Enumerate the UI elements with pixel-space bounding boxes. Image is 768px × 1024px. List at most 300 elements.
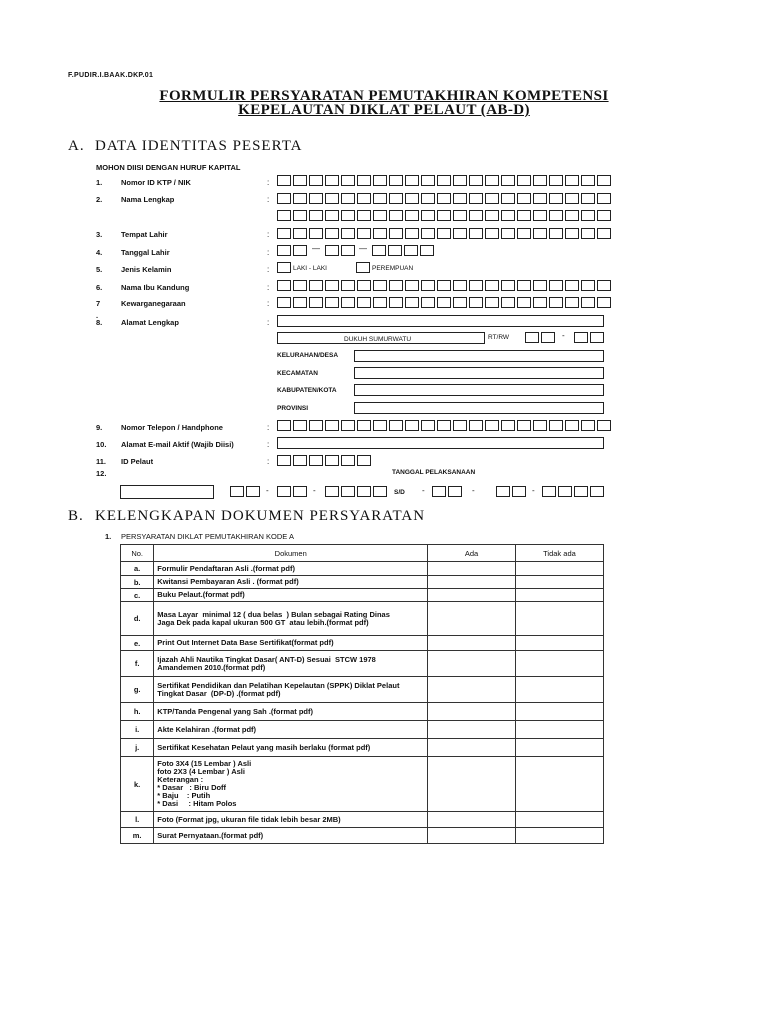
char-box[interactable]: [437, 210, 451, 221]
char-box[interactable]: [517, 420, 531, 431]
char-box[interactable]: [357, 486, 371, 497]
row-document: [154, 602, 428, 636]
char-box[interactable]: [501, 297, 515, 308]
row-number: c.: [121, 589, 154, 602]
char-box[interactable]: [309, 280, 323, 291]
char-box[interactable]: [581, 193, 595, 204]
char-box[interactable]: [437, 193, 451, 204]
tidak-ada-cell[interactable]: [515, 576, 603, 589]
char-box[interactable]: [341, 420, 355, 431]
tidak-ada-cell[interactable]: [515, 677, 603, 703]
char-box[interactable]: [501, 210, 515, 221]
char-box[interactable]: [230, 486, 244, 497]
document-line: Ijazah Ahli Nautika Tingkat Dasar( ANT-D) Sesuai STCW 1978: [157, 654, 376, 664]
char-box[interactable]: [565, 280, 579, 291]
rw-boxes[interactable]: [574, 332, 606, 343]
char-box[interactable]: [293, 228, 307, 239]
provinsi-field[interactable]: [354, 402, 604, 414]
char-box[interactable]: [293, 175, 307, 186]
document-line: Foto 3X4 (15 Lembar ) Asli: [157, 759, 252, 768]
char-box[interactable]: [437, 175, 451, 186]
char-box[interactable]: [541, 332, 555, 343]
char-box[interactable]: [453, 193, 467, 204]
section-a-heading: [68, 138, 303, 155]
end-year-boxes[interactable]: [542, 486, 606, 497]
table-row: [121, 651, 604, 677]
tidak-ada-cell[interactable]: [515, 812, 603, 828]
char-box[interactable]: [325, 210, 339, 221]
document-line: Sertifikat Pendidikan dan Pelatihan Kepelautan (SPPK) Diklat Pelaut: [157, 680, 400, 690]
char-box[interactable]: [405, 175, 419, 186]
char-box[interactable]: [325, 280, 339, 291]
char-box[interactable]: [357, 193, 371, 204]
tidak-ada-cell[interactable]: [515, 828, 603, 844]
char-box[interactable]: [501, 420, 515, 431]
tidak-ada-cell[interactable]: [515, 636, 603, 651]
document-line: * Dasi : Hitam Polos: [157, 799, 237, 808]
char-box[interactable]: [597, 420, 611, 431]
row-document: [154, 812, 428, 828]
char-box[interactable]: [565, 297, 579, 308]
char-box[interactable]: [469, 228, 483, 239]
field-label: Jenis Kelamin: [121, 265, 172, 274]
ada-cell[interactable]: [428, 757, 516, 812]
char-box[interactable]: [309, 455, 323, 466]
field-colon: :: [267, 265, 270, 274]
char-box[interactable]: [565, 193, 579, 204]
tanggal-lahir-day[interactable]: [277, 245, 309, 256]
char-box[interactable]: [485, 193, 499, 204]
char-box[interactable]: [277, 193, 291, 204]
char-box[interactable]: [453, 175, 467, 186]
char-box[interactable]: [373, 297, 387, 308]
tidak-ada-cell[interactable]: [515, 562, 603, 576]
start-year-boxes[interactable]: [325, 486, 389, 497]
char-box[interactable]: [277, 486, 291, 497]
char-box[interactable]: [565, 175, 579, 186]
char-box[interactable]: [597, 228, 611, 239]
date-dash: —: [312, 244, 320, 253]
char-box[interactable]: [501, 280, 515, 291]
char-box[interactable]: [405, 210, 419, 221]
char-box[interactable]: [277, 420, 291, 431]
char-box[interactable]: [525, 332, 539, 343]
tidak-ada-cell[interactable]: [515, 739, 603, 757]
alamat-line1[interactable]: [277, 315, 604, 327]
header-ada: Ada: [428, 545, 516, 562]
char-box[interactable]: [533, 175, 547, 186]
char-box[interactable]: [581, 175, 595, 186]
char-box[interactable]: [533, 193, 547, 204]
char-box[interactable]: [581, 297, 595, 308]
tidak-ada-cell[interactable]: [515, 589, 603, 602]
table-row: [121, 602, 604, 636]
row-document: [154, 636, 428, 651]
char-box[interactable]: [357, 280, 371, 291]
end-day-boxes[interactable]: [432, 486, 464, 497]
char-box[interactable]: [389, 193, 403, 204]
char-box[interactable]: [549, 210, 563, 221]
char-box[interactable]: [501, 193, 515, 204]
char-box[interactable]: [309, 193, 323, 204]
char-box[interactable]: [421, 193, 435, 204]
provinsi-label: PROVINSI: [277, 405, 309, 412]
char-box[interactable]: [357, 420, 371, 431]
nama-boxes-row2[interactable]: [277, 210, 613, 221]
char-box[interactable]: [597, 193, 611, 204]
char-box[interactable]: [597, 297, 611, 308]
char-box[interactable]: [437, 280, 451, 291]
char-box[interactable]: [597, 175, 611, 186]
char-box[interactable]: [517, 210, 531, 221]
char-box[interactable]: [341, 175, 355, 186]
form-title-line2: [0, 102, 768, 119]
char-box[interactable]: [469, 210, 483, 221]
char-box[interactable]: [373, 486, 387, 497]
char-box[interactable]: [309, 420, 323, 431]
ada-cell[interactable]: [428, 589, 516, 602]
char-box[interactable]: [405, 297, 419, 308]
ada-cell[interactable]: [428, 812, 516, 828]
document-line: * Dasar : Biru Doff: [157, 783, 227, 792]
char-box[interactable]: [469, 280, 483, 291]
section-b-title: KELENGKAPAN DOKUMEN PERSYARATAN: [95, 508, 426, 524]
field-colon: :: [267, 230, 270, 239]
rtrw-dash: -: [562, 331, 565, 340]
row-document: [154, 589, 428, 602]
row-number: a.: [121, 562, 154, 576]
nik-boxes[interactable]: [277, 175, 613, 186]
char-box[interactable]: [542, 486, 556, 497]
form-title-line1-text: FORMULIR PERSYARATAN PEMUTAKHIRAN KOMPETENSI: [159, 88, 609, 104]
row-number: b.: [121, 576, 154, 589]
female-checkbox[interactable]: [356, 262, 370, 273]
char-box[interactable]: [341, 193, 355, 204]
table-row: [121, 721, 604, 739]
char-box[interactable]: [293, 245, 307, 256]
char-box[interactable]: [549, 280, 563, 291]
ada-cell[interactable]: [428, 677, 516, 703]
char-box[interactable]: [341, 228, 355, 239]
char-box[interactable]: [277, 455, 291, 466]
ada-cell[interactable]: [428, 562, 516, 576]
row-number: g.: [121, 677, 154, 703]
char-box[interactable]: [341, 455, 355, 466]
char-box[interactable]: [357, 455, 371, 466]
char-box[interactable]: [389, 228, 403, 239]
char-box[interactable]: [357, 210, 371, 221]
char-box[interactable]: [590, 332, 604, 343]
char-box[interactable]: [341, 297, 355, 308]
section-b-heading: [68, 508, 425, 525]
char-box[interactable]: [277, 297, 291, 308]
alamat-street-field[interactable]: [277, 332, 485, 344]
char-box[interactable]: [357, 297, 371, 308]
char-box[interactable]: [485, 228, 499, 239]
char-box[interactable]: [453, 228, 467, 239]
char-box[interactable]: [533, 297, 547, 308]
ada-cell[interactable]: [428, 703, 516, 721]
char-box[interactable]: [453, 420, 467, 431]
char-box[interactable]: [341, 486, 355, 497]
table-row: [121, 828, 604, 844]
char-box[interactable]: [341, 280, 355, 291]
char-box[interactable]: [549, 228, 563, 239]
char-box[interactable]: [389, 280, 403, 291]
char-box[interactable]: [293, 193, 307, 204]
table-row: [121, 562, 604, 576]
field-colon: :: [267, 423, 270, 432]
char-box[interactable]: [581, 420, 595, 431]
ada-cell[interactable]: [428, 651, 516, 677]
row-number: k.: [121, 757, 154, 812]
char-box[interactable]: [496, 486, 510, 497]
field-colon: :: [267, 195, 270, 204]
char-box[interactable]: [405, 193, 419, 204]
char-box[interactable]: [325, 455, 339, 466]
char-box[interactable]: [453, 280, 467, 291]
char-box[interactable]: [453, 210, 467, 221]
char-box[interactable]: [325, 297, 339, 308]
char-box[interactable]: [389, 297, 403, 308]
char-box[interactable]: [549, 297, 563, 308]
char-box[interactable]: [309, 210, 323, 221]
kecamatan-field[interactable]: [354, 367, 604, 379]
tanggal-lahir-month[interactable]: [325, 245, 357, 256]
subsection-title: PERSYARATAN DIKLAT PEMUTAKHIRAN KODE A: [121, 532, 294, 541]
tanggal-lahir-year[interactable]: [372, 245, 436, 256]
kabupaten-label: KABUPATEN/KOTA: [277, 387, 337, 394]
char-box[interactable]: [581, 280, 595, 291]
char-box[interactable]: [405, 228, 419, 239]
field-colon: :: [267, 318, 270, 327]
start-dash-1: -: [266, 486, 269, 495]
char-box[interactable]: [277, 280, 291, 291]
char-box[interactable]: [485, 175, 499, 186]
ada-cell[interactable]: [428, 636, 516, 651]
char-box[interactable]: [341, 245, 355, 256]
tidak-ada-cell[interactable]: [515, 757, 603, 812]
char-box[interactable]: [405, 280, 419, 291]
document-line: Buku Pelaut.(format pdf): [157, 590, 245, 599]
char-box[interactable]: [469, 175, 483, 186]
char-box[interactable]: [373, 420, 387, 431]
char-box[interactable]: [357, 228, 371, 239]
char-box[interactable]: [574, 486, 588, 497]
char-box[interactable]: [469, 297, 483, 308]
table-row: [121, 757, 604, 812]
char-box[interactable]: [373, 228, 387, 239]
char-box[interactable]: [373, 210, 387, 221]
end-dash-0: -: [422, 486, 425, 495]
subsection-num: 1.: [105, 532, 112, 541]
kewarganegaraan-boxes[interactable]: [277, 297, 613, 308]
ada-cell[interactable]: [428, 828, 516, 844]
char-box[interactable]: [517, 228, 531, 239]
char-box[interactable]: [325, 420, 339, 431]
char-box[interactable]: [293, 420, 307, 431]
char-box[interactable]: [517, 193, 531, 204]
char-box[interactable]: [533, 280, 547, 291]
char-box[interactable]: [485, 420, 499, 431]
row-number: m.: [121, 828, 154, 844]
row-document: [154, 721, 428, 739]
date-dash: —: [359, 244, 367, 253]
kabupaten-field[interactable]: [354, 384, 604, 396]
char-box[interactable]: [501, 228, 515, 239]
table-row: [121, 636, 604, 651]
char-box[interactable]: [389, 210, 403, 221]
field-label: Nama Lengkap: [121, 195, 175, 204]
char-box[interactable]: [277, 245, 291, 256]
table-row: [121, 589, 604, 602]
char-box[interactable]: [453, 297, 467, 308]
male-checkbox[interactable]: [277, 262, 291, 273]
field-number: 11.: [96, 457, 107, 466]
row-document: [154, 703, 428, 721]
table-row: [121, 812, 604, 828]
char-box[interactable]: [432, 486, 446, 497]
char-box[interactable]: [501, 175, 515, 186]
char-box[interactable]: [373, 175, 387, 186]
char-box[interactable]: [421, 228, 435, 239]
char-box[interactable]: [405, 420, 419, 431]
char-box[interactable]: [485, 297, 499, 308]
char-box[interactable]: [309, 228, 323, 239]
field-number: 3.: [96, 230, 103, 239]
char-box[interactable]: [420, 245, 434, 256]
char-box[interactable]: [421, 280, 435, 291]
char-box[interactable]: [469, 193, 483, 204]
document-line: Print Out Internet Data Base Sertifikat(format pdf): [157, 638, 334, 647]
end-month-boxes[interactable]: [496, 486, 528, 497]
char-box[interactable]: [421, 420, 435, 431]
document-line: KTP/Tanda Pengenal yang Sah .(format pdf): [157, 706, 314, 716]
tempat-lahir-boxes[interactable]: [277, 228, 613, 239]
char-box[interactable]: [549, 193, 563, 204]
row-number: f.: [121, 651, 154, 677]
ada-cell[interactable]: [428, 602, 516, 636]
char-box[interactable]: [325, 228, 339, 239]
char-box[interactable]: [558, 486, 572, 497]
nama-ibu-boxes[interactable]: [277, 280, 613, 291]
char-box[interactable]: [517, 297, 531, 308]
tidak-ada-cell[interactable]: [515, 703, 603, 721]
field-number: 12.: [96, 469, 107, 478]
char-box[interactable]: [277, 175, 291, 186]
char-box[interactable]: [388, 245, 402, 256]
document-line: Amandemen 2010.(format pdf): [157, 662, 266, 672]
char-box[interactable]: [293, 297, 307, 308]
id-pelaut-boxes[interactable]: [277, 455, 373, 466]
char-box[interactable]: [533, 420, 547, 431]
ada-cell[interactable]: [428, 721, 516, 739]
char-box[interactable]: [389, 420, 403, 431]
char-box[interactable]: [421, 210, 435, 221]
tidak-ada-cell[interactable]: [515, 651, 603, 677]
char-box[interactable]: [293, 210, 307, 221]
char-box[interactable]: [325, 245, 339, 256]
char-box[interactable]: [293, 455, 307, 466]
char-box[interactable]: [437, 297, 451, 308]
char-box[interactable]: [372, 245, 386, 256]
char-box[interactable]: [533, 210, 547, 221]
char-box[interactable]: [293, 486, 307, 497]
char-box[interactable]: [309, 297, 323, 308]
char-box[interactable]: [325, 193, 339, 204]
char-box[interactable]: [590, 486, 604, 497]
char-box[interactable]: [277, 228, 291, 239]
char-box[interactable]: [325, 486, 339, 497]
char-box[interactable]: [357, 175, 371, 186]
field-colon: :: [267, 283, 270, 292]
char-box[interactable]: [246, 486, 260, 497]
nama-boxes-row1[interactable]: [277, 193, 613, 204]
char-box[interactable]: [309, 175, 323, 186]
table-row: [121, 677, 604, 703]
char-box[interactable]: [341, 210, 355, 221]
char-box[interactable]: [421, 297, 435, 308]
char-box[interactable]: [325, 175, 339, 186]
kelurahan-field[interactable]: [354, 350, 604, 362]
char-box[interactable]: [448, 486, 462, 497]
document-line: Surat Pernyataan.(format pdf): [157, 830, 264, 840]
char-box[interactable]: [485, 210, 499, 221]
char-box[interactable]: [389, 175, 403, 186]
char-box[interactable]: [437, 420, 451, 431]
field-number: 2.: [96, 195, 103, 204]
female-label: PEREMPUAN: [372, 265, 414, 272]
ada-cell[interactable]: [428, 576, 516, 589]
start-day-boxes[interactable]: [230, 486, 262, 497]
char-box[interactable]: [517, 280, 531, 291]
char-box[interactable]: [574, 332, 588, 343]
char-box[interactable]: [549, 175, 563, 186]
char-box[interactable]: [549, 420, 563, 431]
char-box[interactable]: [517, 175, 531, 186]
pelaksanaan-field[interactable]: [120, 485, 214, 499]
char-box[interactable]: [421, 175, 435, 186]
char-box[interactable]: [277, 210, 291, 221]
field-number: 1.: [96, 178, 103, 187]
char-box[interactable]: [437, 228, 451, 239]
email-field[interactable]: [277, 437, 604, 449]
telepon-boxes[interactable]: [277, 420, 613, 431]
char-box[interactable]: [293, 280, 307, 291]
rt-boxes[interactable]: [525, 332, 557, 343]
char-box[interactable]: [581, 210, 595, 221]
char-box[interactable]: [565, 420, 579, 431]
char-box[interactable]: [597, 210, 611, 221]
char-box[interactable]: [597, 280, 611, 291]
char-box[interactable]: [485, 280, 499, 291]
char-box[interactable]: [565, 210, 579, 221]
header-tidak-ada: Tidak ada: [515, 545, 603, 562]
char-box[interactable]: [373, 193, 387, 204]
table-row: [121, 576, 604, 589]
ada-cell[interactable]: [428, 739, 516, 757]
start-month-boxes[interactable]: [277, 486, 309, 497]
char-box[interactable]: [512, 486, 526, 497]
char-box[interactable]: [533, 228, 547, 239]
char-box[interactable]: [565, 228, 579, 239]
char-box[interactable]: [404, 245, 418, 256]
char-box[interactable]: [581, 228, 595, 239]
tidak-ada-cell[interactable]: [515, 602, 603, 636]
tidak-ada-cell[interactable]: [515, 721, 603, 739]
char-box[interactable]: [373, 280, 387, 291]
char-box[interactable]: [469, 420, 483, 431]
